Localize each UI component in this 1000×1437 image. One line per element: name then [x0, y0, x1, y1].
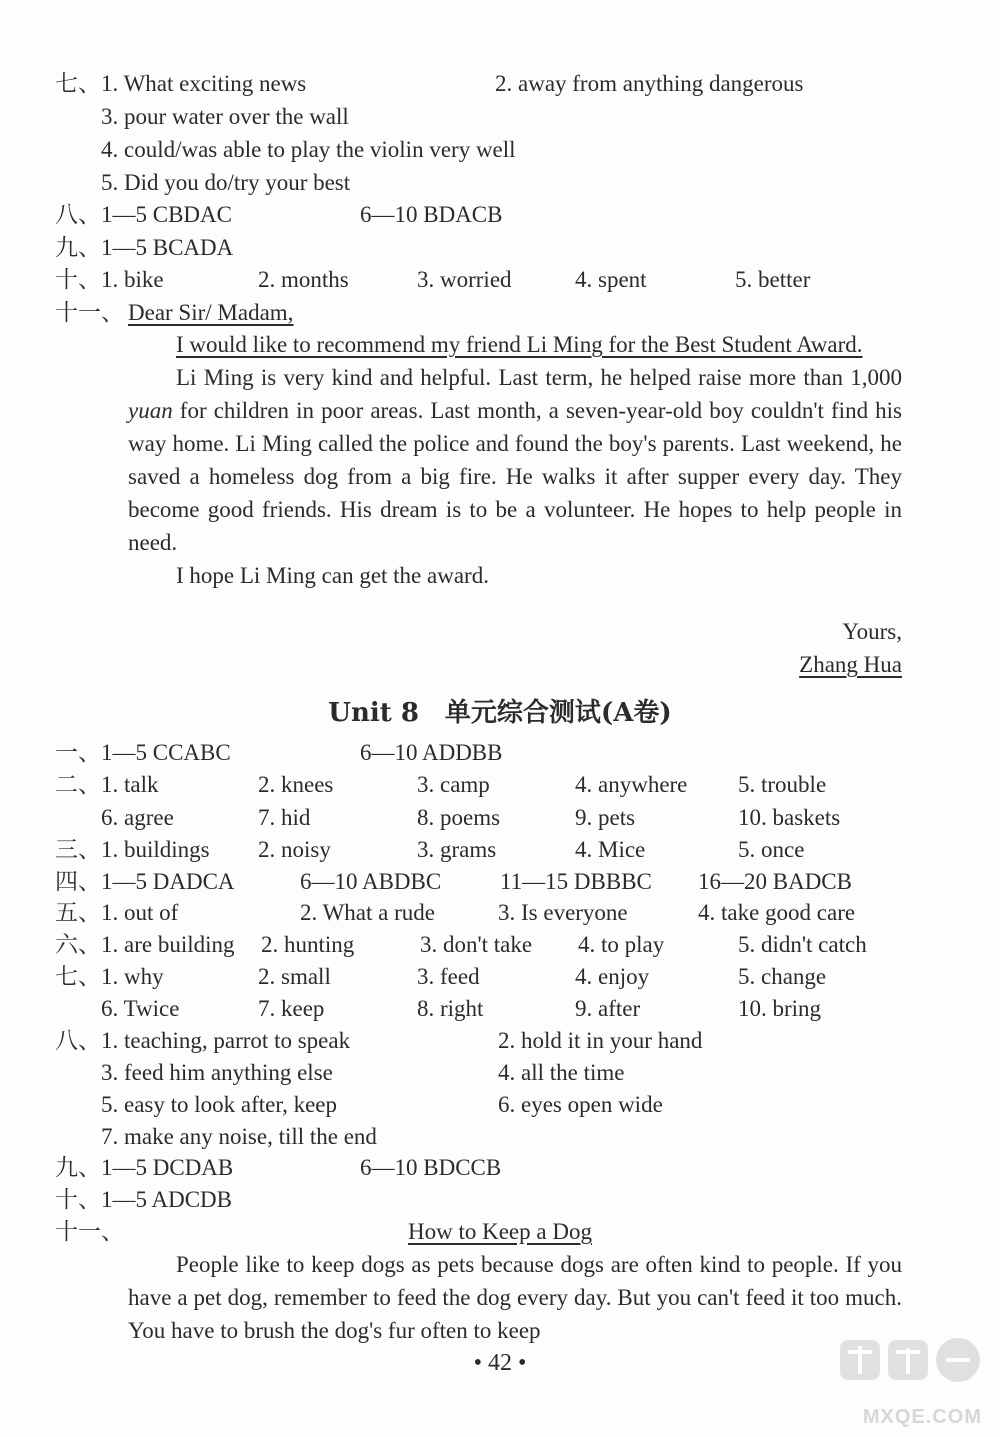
answer-text: 5. trouble: [738, 772, 827, 797]
b10-number: 十、: [55, 1187, 101, 1212]
b5-number: 五、: [55, 900, 101, 925]
answer-text: 1. teaching, parrot to speak: [101, 1028, 351, 1053]
answer-text: 2. hunting: [261, 932, 355, 957]
answer-text: 6. agree: [101, 805, 174, 830]
answer-text: 4. take good care: [698, 900, 856, 925]
answer-text: 4. spent: [575, 267, 647, 292]
b8-line4: [55, 1121, 910, 1153]
letter-signature: Zhang Hua: [799, 652, 902, 677]
q7-line3: [55, 134, 910, 166]
letter-paragraph-2: Li Ming is very kind and helpful. Last term, he helped raise more than 1,000 yuan for children in poor areas. Last month, a seven-year-old boy couldn't find his way home. Li Ming called the police and found the boy's parents. Last weekend, he saved a homeless dog from a big fire. He walks it after supper every day. They become good friends. His dream is to be a volunteer. He hopes to help people in need.: [128, 365, 902, 555]
q11-line: [55, 297, 910, 329]
letter-salutation: Dear Sir/ Madam,: [128, 300, 294, 325]
b7-line2: [55, 993, 910, 1025]
q11-number: 十一、: [55, 300, 124, 325]
answer-text: 2. What a rude: [300, 900, 435, 925]
answer-text: 3. don't take: [420, 932, 533, 957]
answer-text: 6—10 BDACB: [360, 202, 503, 227]
answer-text: 5. Did you do/try your best: [101, 170, 351, 195]
essay-title: How to Keep a Dog: [408, 1219, 592, 1244]
answer-text: 7. hid: [258, 805, 311, 830]
answer-text: 8. poems: [417, 805, 501, 830]
answer-text: 2. away from anything dangerous: [495, 71, 804, 96]
b2-number: 二、: [55, 772, 101, 797]
q8-line: [55, 199, 910, 231]
b9-number: 九、: [55, 1155, 101, 1180]
watermark: [836, 1334, 986, 1429]
q7-line4: [55, 167, 910, 199]
q7-number: 七、: [55, 71, 101, 96]
answer-text: 6. Twice: [101, 996, 180, 1021]
q10-number: 十、: [55, 267, 101, 292]
essay-paragraph: People like to keep dogs as pets because dogs are often kind to people. If you have a pet dog, remember to feed the dog every day. But you can't feed it too much. You have to brush the dog's fur often to keep: [128, 1252, 902, 1343]
essay-body: [128, 1248, 902, 1347]
b3-line: [55, 834, 910, 866]
answer-text: 1. talk: [101, 772, 159, 797]
letter-paragraph-1: I would like to recommend my friend Li Ming for the Best Student Award.: [176, 332, 863, 357]
answer-text: 5. change: [738, 964, 827, 989]
answer-text: 4. Mice: [575, 837, 646, 862]
b5-line: [55, 897, 910, 929]
answer-text: 2. noisy: [258, 837, 331, 862]
answer-text: 7. make any noise, till the end: [101, 1124, 377, 1149]
answer-text: 11—15 DBBBC: [500, 869, 652, 894]
answer-text: 8. right: [417, 996, 484, 1021]
answer-text: 4. to play: [578, 932, 665, 957]
answer-text: 4. anywhere: [575, 772, 688, 797]
answer-text: 6—10 ABDBC: [300, 869, 442, 894]
letter-paragraph-3: I hope Li Ming can get the award.: [176, 563, 489, 588]
answer-text: 2. hold it in your hand: [498, 1028, 703, 1053]
answer-text: 5. once: [738, 837, 805, 862]
answer-text: 10. bring: [738, 996, 822, 1021]
answer-text: 1—5 DADCA: [101, 869, 235, 894]
answer-text: 1. are building: [101, 932, 235, 957]
b8-line2: [55, 1057, 910, 1089]
answer-text: 3. Is everyone: [498, 900, 628, 925]
b1-number: 一、: [55, 740, 101, 765]
answer-text: 4. enjoy: [575, 964, 650, 989]
answer-text: 4. could/was able to play the violin very well: [101, 137, 516, 162]
b2-line1: [55, 769, 910, 801]
b10-line: [55, 1184, 910, 1216]
answer-text: 1—5 DCDAB: [101, 1155, 234, 1180]
b8-line1: [55, 1025, 910, 1057]
answer-text: 1. What exciting news: [101, 71, 307, 96]
b1-line: [55, 737, 910, 769]
answer-text: 4. all the time: [498, 1060, 625, 1085]
watermark-text: MXQE.COM: [862, 1406, 982, 1428]
answer-text: 5. better: [735, 267, 811, 292]
letter-body: [128, 328, 902, 592]
answer-text: 5. didn't catch: [738, 932, 867, 957]
b6-line: [55, 929, 910, 961]
answer-text: 1—5 CBDAC: [101, 202, 232, 227]
answer-text: 2. knees: [258, 772, 334, 797]
b3-number: 三、: [55, 837, 101, 862]
answer-text: 2. small: [258, 964, 331, 989]
b8-number: 八、: [55, 1028, 101, 1053]
answer-text: 1. buildings: [101, 837, 210, 862]
unit-title: Unit 8 单元综合测试(A卷): [328, 698, 672, 728]
b7-line1: [55, 961, 910, 993]
answer-text: 6. eyes open wide: [498, 1092, 663, 1117]
answer-text: 9. after: [575, 996, 641, 1021]
answer-text: 9. pets: [575, 805, 636, 830]
answer-text: 1—5 CCABC: [101, 740, 231, 765]
b4-line: [55, 866, 910, 898]
watermark-logo-icon: [836, 1334, 986, 1404]
answer-text: 3. camp: [417, 772, 490, 797]
answer-text: 1—5 ADCDB: [101, 1187, 232, 1212]
q7-line2: [55, 101, 910, 133]
b8-line3: [55, 1089, 910, 1121]
b9-line: [55, 1152, 910, 1184]
q7-line1: [55, 68, 910, 100]
b4-number: 四、: [55, 869, 101, 894]
q9-number: 九、: [55, 235, 101, 260]
b6-number: 六、: [55, 932, 101, 957]
q8-number: 八、: [55, 202, 101, 227]
q9-line: [55, 232, 910, 264]
answer-text: 1. why: [101, 964, 164, 989]
answer-text: 3. pour water over the wall: [101, 104, 349, 129]
answer-text: 7. keep: [258, 996, 325, 1021]
answer-text: 6—10 BDCCB: [360, 1155, 502, 1180]
answer-text: 10. baskets: [738, 805, 841, 830]
answer-text: 2. months: [258, 267, 349, 292]
answer-text: 16—20 BADCB: [698, 869, 852, 894]
answer-text: 3. feed: [417, 964, 480, 989]
b11-line: [55, 1216, 910, 1248]
answer-text: 1. out of: [101, 900, 179, 925]
answer-text: 1—5 BCADA: [101, 235, 234, 260]
b7-number: 七、: [55, 964, 101, 989]
b2-line2: [55, 802, 910, 834]
answer-text: 3. worried: [417, 267, 512, 292]
b11-number: 十一、: [55, 1219, 124, 1244]
answer-text: 5. easy to look after, keep: [101, 1092, 338, 1117]
answer-text: 1. bike: [101, 267, 164, 292]
answer-text: 6—10 ADDBB: [360, 740, 503, 765]
page-number: • 42 •: [473, 1350, 527, 1376]
answer-text: 3. grams: [417, 837, 497, 862]
answer-text: 3. feed him anything else: [101, 1060, 333, 1085]
q10-line: [55, 264, 910, 296]
letter-closing: Yours,: [842, 619, 902, 644]
